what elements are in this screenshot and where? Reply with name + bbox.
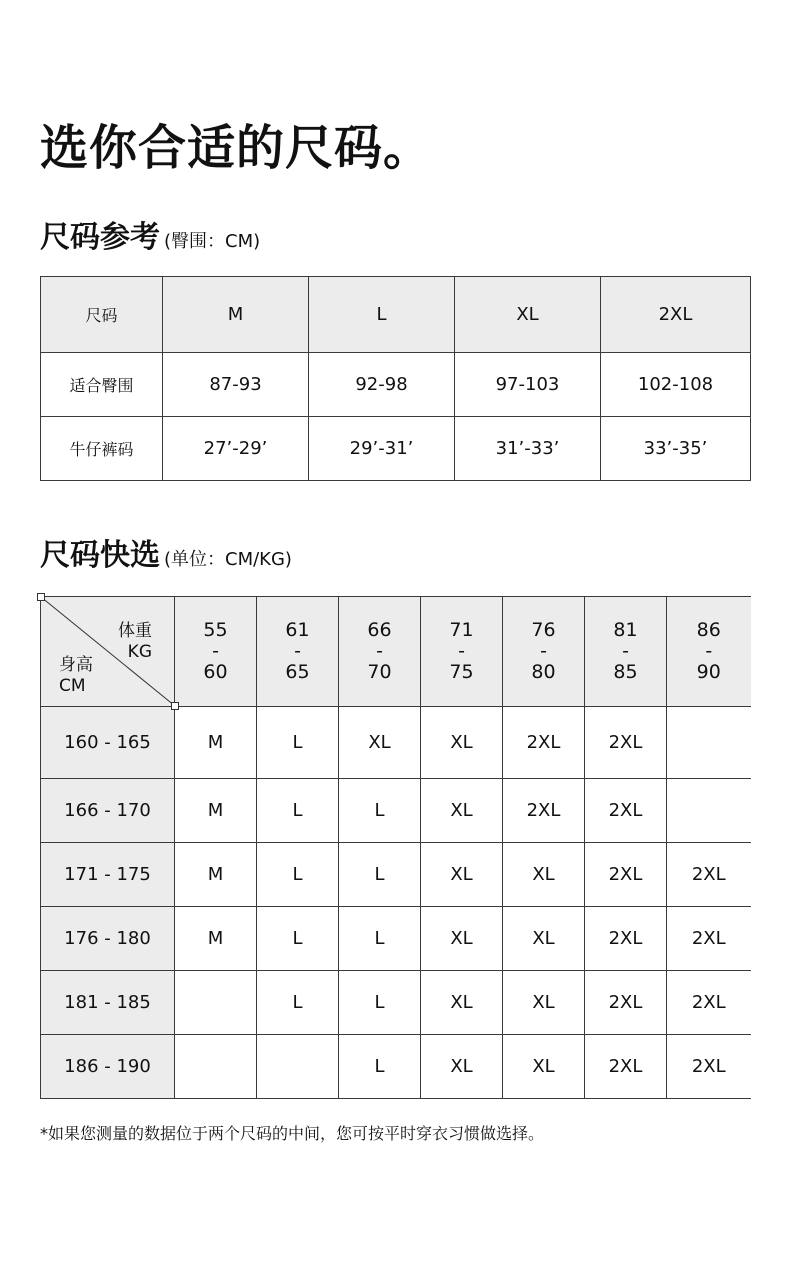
size-cell: 2XL [585,779,667,843]
size-cell: 2XL [667,1035,751,1099]
page-title: 选你合适的尺码。 [40,120,433,176]
table-row [41,353,751,417]
size-cell: 2XL [585,707,667,779]
table-cell: 27’-29’ [163,417,309,481]
height-axis-label [59,655,93,697]
weight-column-header [667,597,751,707]
height-range-cell: 176 - 180 [41,907,175,971]
weight-column-header [339,597,421,707]
weight-column-header [421,597,503,707]
size-cell: XL [421,907,503,971]
weight-min: 81 [613,619,638,641]
corner-header-cell [41,597,175,707]
size-cell: XL [421,971,503,1035]
size-cell [257,1035,339,1099]
table-cell: 97-103 [455,353,601,417]
table-row [41,843,751,907]
height-unit: CM [59,676,86,696]
size-cell: L [257,971,339,1035]
size-cell [667,707,751,779]
size-cell: XL [421,843,503,907]
row-label: 适合臀围 [41,353,163,417]
size-cell [175,971,257,1035]
weight-min: 66 [367,619,392,641]
size-cell: M [175,779,257,843]
size-header-cell: 尺码 [41,277,163,353]
size-cell: 2XL [667,843,751,907]
weight-range-dash: - [705,640,713,662]
size-cell: 2XL [585,1035,667,1099]
size-cell: XL [339,707,421,779]
resize-handle-icon [171,702,179,710]
size-cell: L [339,1035,421,1099]
table-cell: 102-108 [601,353,751,417]
size-cell: L [257,707,339,779]
size-cell [175,1035,257,1099]
weight-range-dash: - [212,640,219,662]
size-cell [667,779,751,843]
size-cell: XL [421,779,503,843]
height-label: 身高 [59,655,93,675]
weight-range-dash: - [458,640,465,662]
row-label: 牛仔裤码 [41,417,163,481]
weight-header-row [41,597,751,707]
table-cell: 87-93 [163,353,309,417]
size-cell: L [257,843,339,907]
weight-max: 75 [449,661,474,683]
size-reference-heading [40,218,260,262]
size-cell: 2XL [585,843,667,907]
size-reference-title: 尺码参考 [40,220,160,255]
size-cell: L [339,779,421,843]
weight-max: 90 [696,661,721,683]
size-cell: L [339,971,421,1035]
weight-min: 86 [696,619,721,641]
quick-size-table [40,596,751,1099]
height-range-cell: 166 - 170 [41,779,175,843]
table-cell: 31’-33’ [455,417,601,481]
quick-size-title: 尺码快选 [40,538,160,573]
size-column-header: M [163,277,309,353]
size-reference-header-row [41,277,751,353]
size-cell: M [175,843,257,907]
table-row [41,1035,751,1099]
size-cell: L [339,907,421,971]
size-cell: 2XL [503,707,585,779]
weight-max: 80 [531,661,556,683]
height-range-cell: 186 - 190 [41,1035,175,1099]
weight-range-dash: - [622,640,629,662]
weight-range-dash: - [294,640,301,662]
weight-range-dash: - [376,640,383,662]
size-cell: XL [503,843,585,907]
size-cell: 2XL [667,907,751,971]
weight-column-header [257,597,339,707]
weight-min: 76 [531,619,556,641]
size-cell: 2XL [585,971,667,1035]
size-cell: L [257,907,339,971]
weight-min: 61 [285,619,310,641]
weight-column-header [503,597,585,707]
height-range-cell: 181 - 185 [41,971,175,1035]
weight-unit: KG [127,642,152,662]
height-range-cell: 171 - 175 [41,843,175,907]
table-row [41,417,751,481]
size-cell: XL [421,1035,503,1099]
table-row [41,707,751,779]
weight-min: 71 [449,619,474,641]
table-cell: 33’-35’ [601,417,751,481]
weight-column-header [175,597,257,707]
weight-column-header [585,597,667,707]
weight-min: 55 [203,619,228,641]
size-reference-table [40,276,751,481]
weight-label: 体重 [118,621,152,641]
size-cell: L [339,843,421,907]
size-cell: M [175,707,257,779]
table-cell: 92-98 [309,353,455,417]
weight-max: 85 [613,661,638,683]
resize-handle-icon [37,593,45,601]
weight-max: 65 [285,661,310,683]
size-cell: M [175,907,257,971]
size-cell: XL [503,907,585,971]
size-cell: 2XL [585,907,667,971]
size-column-header: 2XL [601,277,751,353]
size-column-header: L [309,277,455,353]
weight-range-dash: - [540,640,547,662]
table-cell: 29’-31’ [309,417,455,481]
size-cell: XL [503,971,585,1035]
size-column-header: XL [455,277,601,353]
weight-max: 60 [203,661,228,683]
size-cell: XL [503,1035,585,1099]
size-cell: XL [421,707,503,779]
weight-max: 70 [367,661,392,683]
table-row [41,907,751,971]
table-row [41,971,751,1035]
footnote: *如果您测量的数据位于两个尺码的中间，您可按平时穿衣习惯做选择。 [40,1124,545,1143]
weight-axis-label [118,621,152,663]
size-cell: 2XL [667,971,751,1035]
size-reference-unit: (臀围：CM) [164,231,261,252]
size-cell: L [257,779,339,843]
height-range-cell: 160 - 165 [41,707,175,779]
table-row [41,779,751,843]
quick-size-unit: (单位：CM/KG) [164,549,292,570]
quick-size-heading [40,536,292,580]
size-cell: 2XL [503,779,585,843]
